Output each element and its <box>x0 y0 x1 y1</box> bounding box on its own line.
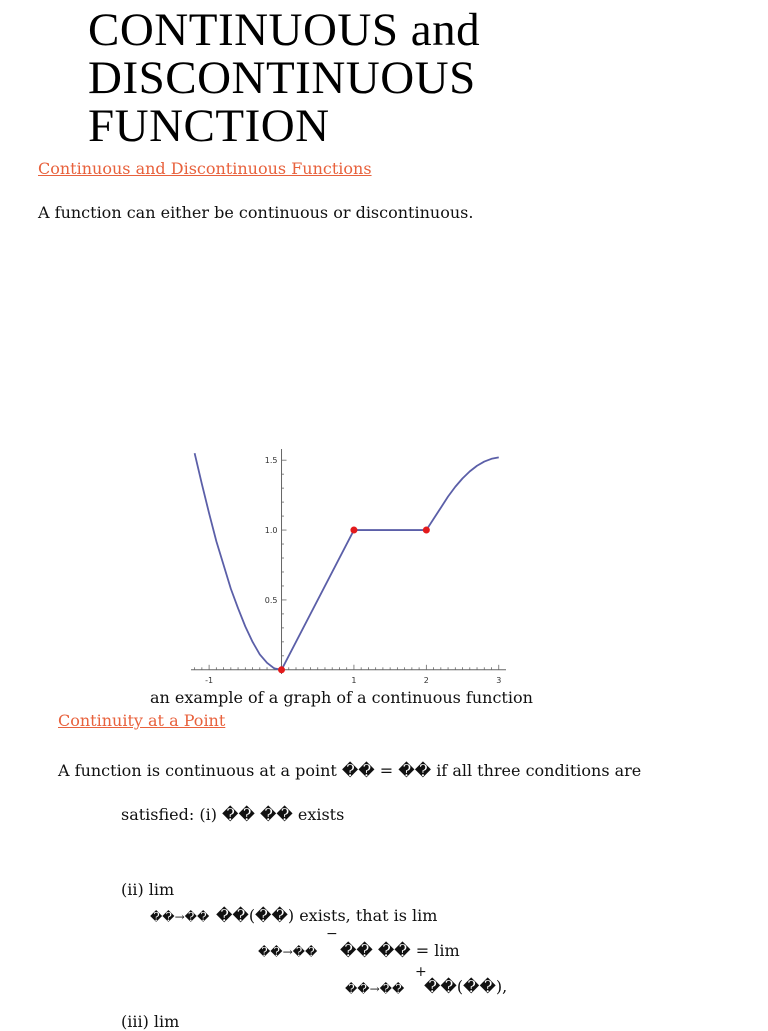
condition-i: satisfied: (i) �� �� exists <box>121 805 345 824</box>
right-limit-superscript: + <box>415 964 427 980</box>
left-limit-subscript: ��→�� <box>258 945 318 959</box>
y-tick-label: 0.5 <box>264 595 278 605</box>
right-limit-subscript: ��→�� <box>345 982 405 996</box>
x-tick-label: -1 <box>205 675 214 685</box>
condition-ii-lim: (ii) lim <box>121 880 175 899</box>
graph-caption: an example of a graph of a continuous function <box>150 688 533 707</box>
function-curve <box>195 453 499 670</box>
section-link[interactable]: Continuity at a Point <box>58 711 226 730</box>
condition-ii-subscript: ��→�� <box>150 910 210 924</box>
y-tick-label: 1.0 <box>264 526 278 536</box>
condition-line: A function is continuous at a point �� = �� if all three conditions are <box>58 761 642 780</box>
left-limit-rest: �� �� = lim <box>340 941 460 960</box>
x-tick-label: 1 <box>351 675 357 685</box>
condition-ii-rest: ��(��) exists, that is lim <box>216 906 438 925</box>
continuous-function-graph <box>186 444 516 685</box>
marked-point <box>278 666 285 673</box>
intro-text: A function can either be continuous or discontinuous. <box>38 203 474 222</box>
marked-point <box>423 527 430 534</box>
title-line-2: DISCONTINUOUS <box>88 52 476 104</box>
y-tick-label: 1.5 <box>264 456 278 466</box>
title-line-3: FUNCTION <box>88 100 330 152</box>
x-tick-label: 3 <box>496 675 502 685</box>
title-line-1: CONTINUOUS and <box>88 4 481 56</box>
left-limit-superscript: − <box>326 926 338 942</box>
right-limit-rest: ��(��), <box>424 977 508 996</box>
page-title <box>88 6 480 150</box>
marked-point <box>350 527 357 534</box>
condition-iii-lim: (iii) lim <box>121 1012 180 1031</box>
x-tick-label: 2 <box>423 675 429 685</box>
heading-link[interactable]: Continuous and Discontinuous Functions <box>38 159 372 178</box>
